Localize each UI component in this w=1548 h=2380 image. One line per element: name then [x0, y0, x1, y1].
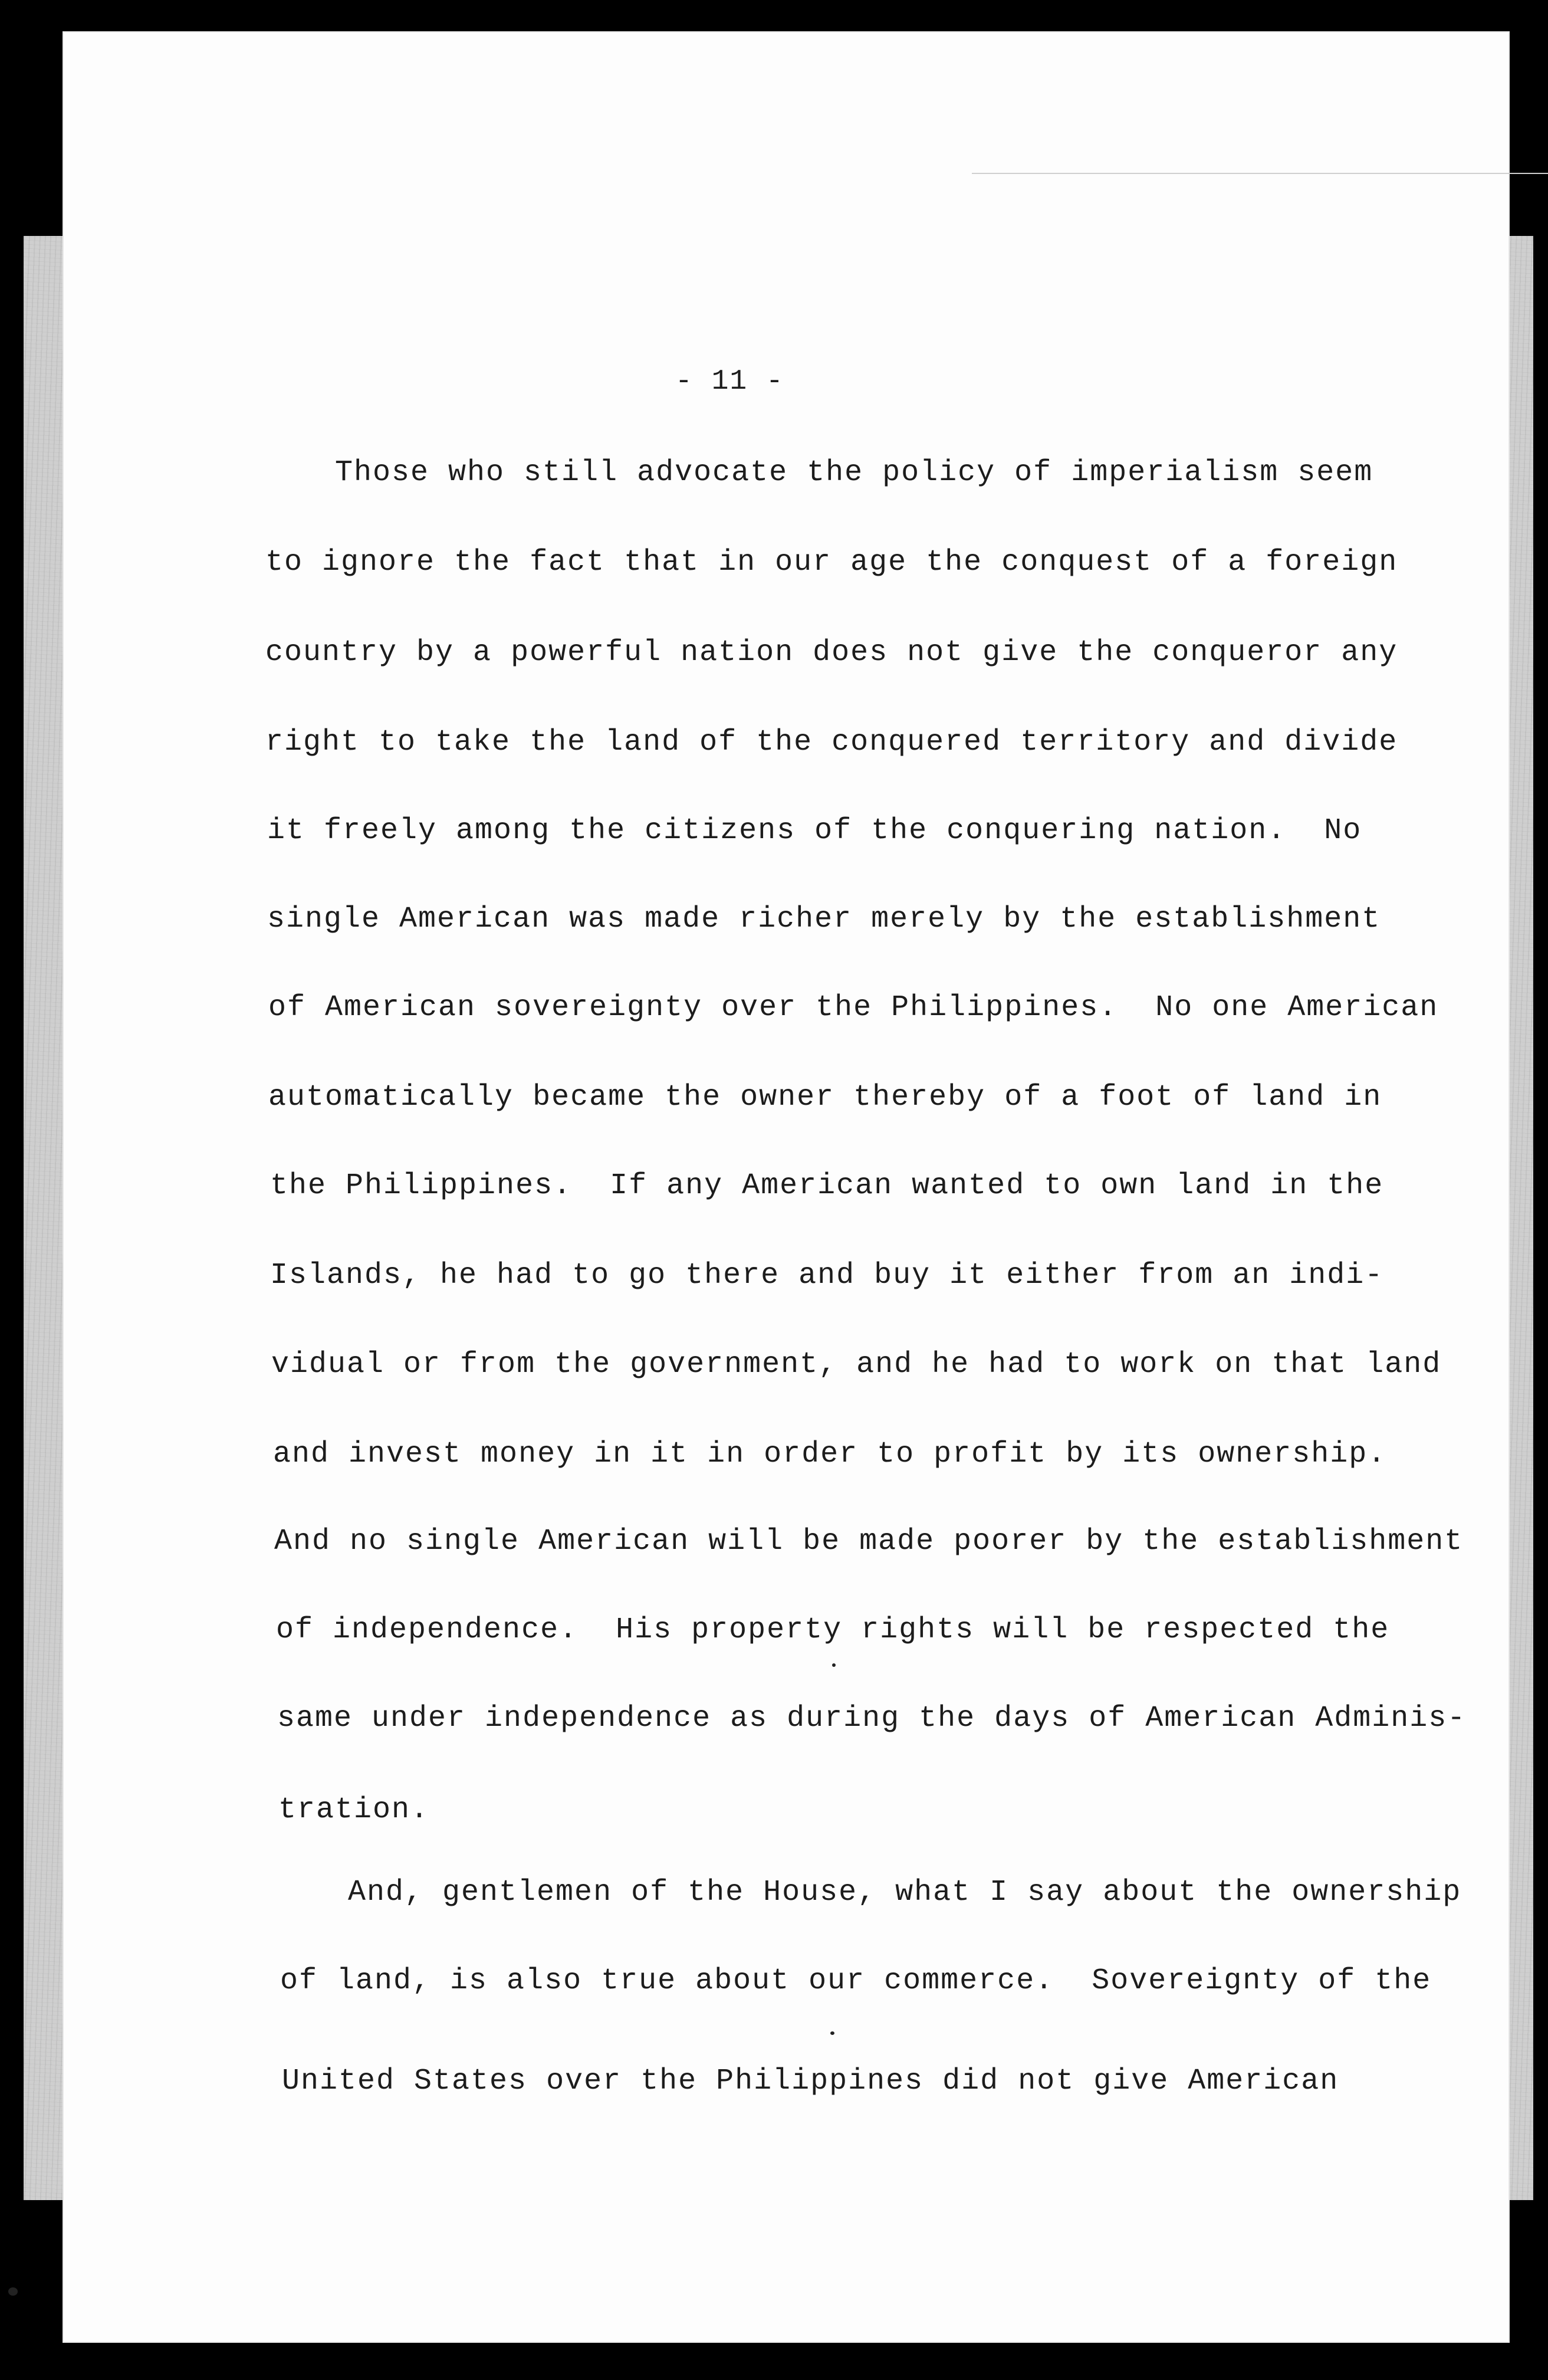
text-line: vidual or from the government, and he had to work on that land [271, 1348, 1442, 1381]
text-line: United States over the Philippines did not give American [282, 2064, 1339, 2098]
text-line: single American was made richer merely by the establishment [267, 902, 1381, 936]
text-line: Those who still advocate the policy of imperialism seem [335, 456, 1373, 490]
ink-speck [830, 2031, 834, 2035]
text-line: country by a powerful nation does not give the conqueror any [265, 636, 1398, 669]
scan-speck [8, 2287, 18, 2296]
text-line: to ignore the fact that in our age the conquest of a foreign [265, 546, 1398, 579]
ink-speck [832, 1663, 836, 1667]
text-line: right to take the land of the conquered territory and divide [265, 726, 1398, 759]
text-line: tration. [278, 1793, 430, 1827]
page-number: - 11 - [675, 366, 784, 398]
text-line: Islands, he had to go there and buy it either from an indi- [270, 1259, 1384, 1292]
text-line: automatically became the owner thereby of a foot of land in [268, 1081, 1382, 1114]
text-line: it freely among the citizens of the conquering nation. No [267, 814, 1362, 848]
paper-fold-line [972, 173, 1548, 174]
text-line: the Philippines. If any American wanted to own land in the [270, 1169, 1384, 1203]
text-line: And no single American will be made poorer by the establishment [274, 1525, 1464, 1558]
text-line: and invest money in it in order to profit by its ownership. [273, 1437, 1387, 1471]
text-line: of American sovereignty over the Philippines. No one American [268, 991, 1439, 1025]
text-line: And, gentlemen of the House, what I say about the ownership [348, 1876, 1462, 1909]
text-line: of land, is also true about our commerce. Sovereignty of the [280, 1964, 1432, 1998]
text-line: of independence. His property rights will be respected the [276, 1613, 1390, 1647]
text-line: same under independence as during the days of American Adminis- [277, 1702, 1467, 1735]
